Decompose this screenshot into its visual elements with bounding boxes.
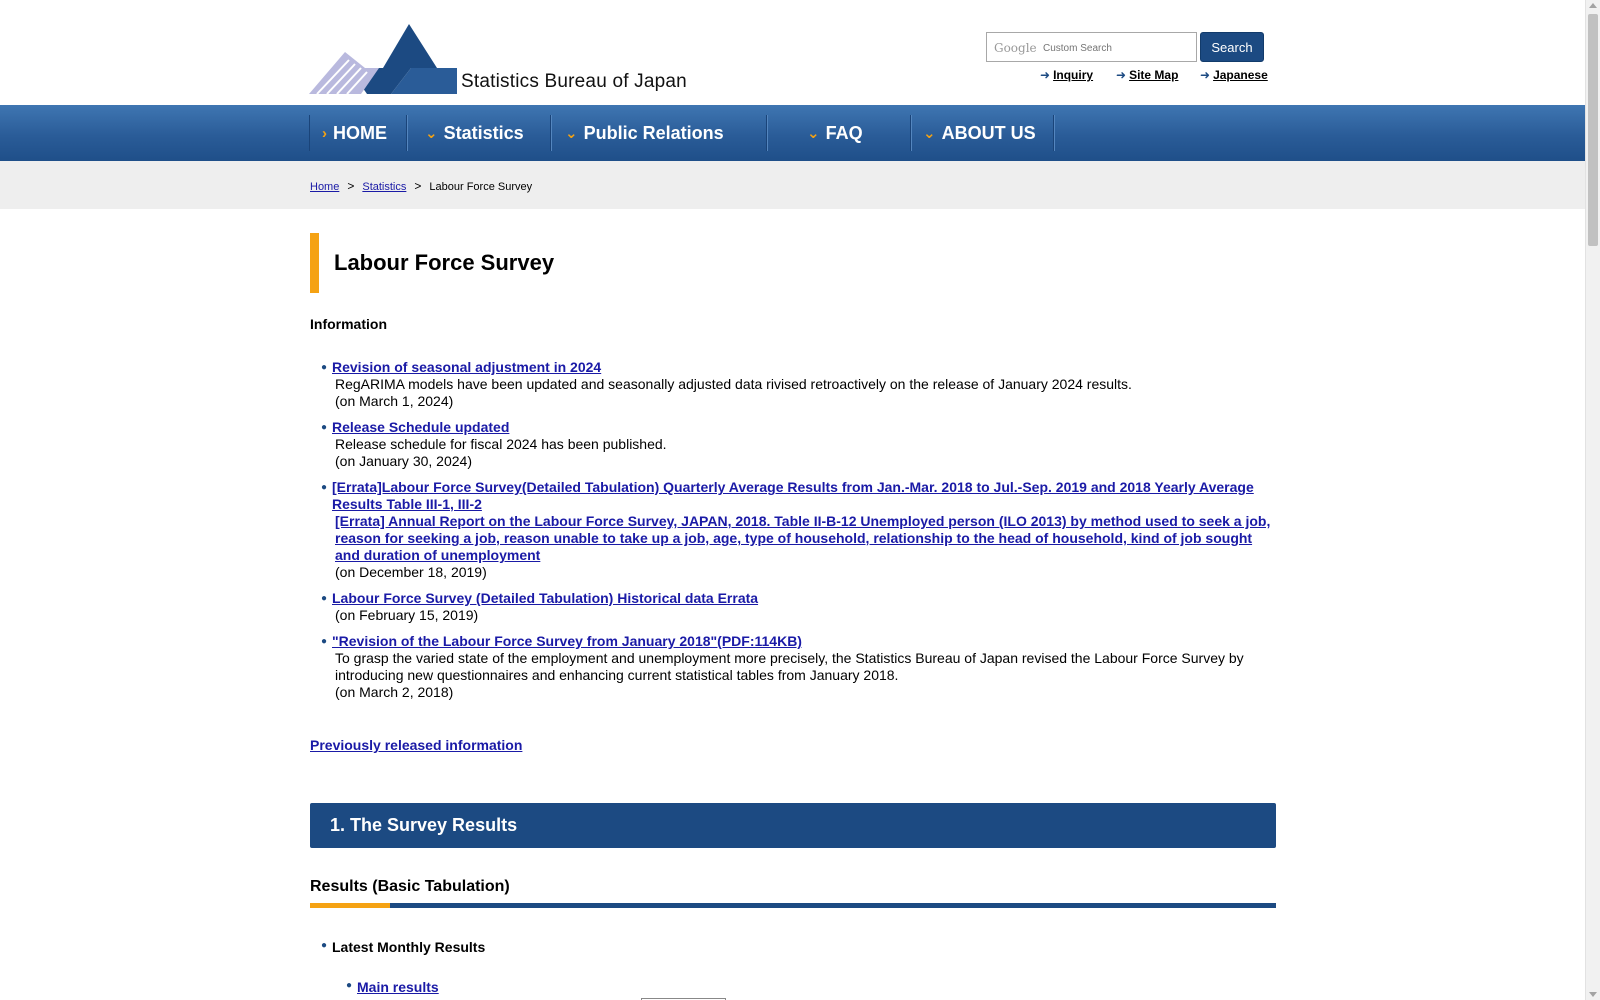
search-button[interactable]: Search bbox=[1200, 32, 1264, 62]
arrow-right-icon: ➜ bbox=[1200, 68, 1211, 82]
info-link-seasonal-adjustment[interactable]: Revision of seasonal adjustment in 2024 bbox=[332, 359, 602, 375]
latest-monthly-results: ● Latest Monthly Results bbox=[321, 939, 485, 955]
info-item bbox=[321, 590, 1271, 624]
info-desc: To grasp the varied state of the employment and unemployment more precisely, the Statistics Bureau of Japan revised the Labour Force Survey by introducing new questionnaires and enhancing current statistical tables from January 2018. bbox=[335, 650, 1244, 683]
info-link-errata-quarterly[interactable]: [Errata]Labour Force Survey(Detailed Tabulation) Quarterly Average Results from Jan.-Mar. 2018 to Jul.-Sep. 2019 and 2018 Yearly Average Results Table III-1, III-2 bbox=[332, 479, 1254, 512]
chevron-right-icon: › bbox=[322, 124, 327, 142]
info-list bbox=[321, 359, 1271, 710]
breadcrumb bbox=[310, 179, 532, 193]
nav-faq[interactable]: ⌄ FAQ bbox=[767, 115, 911, 151]
breadcrumb-home[interactable]: Home bbox=[310, 181, 340, 193]
arrow-right-icon: ➜ bbox=[1040, 68, 1051, 82]
site-map-link[interactable]: ➜ Site Map bbox=[1116, 68, 1179, 82]
breadcrumb-separator: > bbox=[347, 179, 355, 193]
info-date: (on December 18, 2019) bbox=[335, 564, 487, 580]
info-desc: Release schedule for fiscal 2024 has been published. bbox=[335, 436, 667, 452]
info-item bbox=[321, 359, 1271, 410]
site-logo[interactable] bbox=[309, 24, 709, 96]
utility-links bbox=[1040, 68, 1272, 84]
search-box[interactable] bbox=[986, 32, 1197, 62]
info-date: (on January 30, 2024) bbox=[335, 453, 472, 469]
info-link-release-schedule[interactable]: Release Schedule updated bbox=[332, 419, 510, 435]
nav-public-relations[interactable]: ⌄ Public Relations bbox=[551, 115, 767, 151]
subsection-rule-accent bbox=[310, 903, 390, 908]
chevron-down-icon: ⌄ bbox=[923, 125, 936, 142]
scroll-thumb[interactable] bbox=[1588, 14, 1598, 246]
breadcrumb-statistics[interactable]: Statistics bbox=[362, 181, 407, 193]
info-item bbox=[321, 633, 1271, 701]
info-item bbox=[321, 419, 1271, 470]
logo-mark-icon bbox=[309, 24, 459, 96]
info-link-historical-errata[interactable]: Labour Force Survey (Detailed Tabulation) Historical data Errata bbox=[332, 590, 759, 606]
subsection-heading: Results (Basic Tabulation) bbox=[310, 878, 510, 895]
inquiry-link[interactable]: ➜ Inquiry bbox=[1040, 68, 1094, 82]
info-date: (on February 15, 2019) bbox=[335, 607, 479, 623]
nav-statistics[interactable]: ⌄ Statistics bbox=[407, 115, 551, 151]
info-date: (on March 2, 2018) bbox=[335, 684, 454, 700]
breadcrumb-separator: > bbox=[414, 179, 422, 193]
previously-released-link[interactable]: Previously released information bbox=[310, 737, 523, 753]
chevron-down-icon: ⌄ bbox=[425, 125, 438, 142]
scroll-down-icon[interactable] bbox=[1589, 992, 1597, 997]
nav-home[interactable]: › HOME bbox=[309, 115, 407, 151]
chevron-down-icon: ⌄ bbox=[565, 125, 578, 142]
search-input[interactable] bbox=[1043, 38, 1193, 58]
site-name: Statistics Bureau of Japan bbox=[461, 71, 687, 92]
chevron-down-icon: ⌄ bbox=[807, 125, 820, 142]
breadcrumb-current: Labour Force Survey bbox=[429, 181, 533, 193]
info-desc: RegARIMA models have been updated and seasonally adjusted data rivised retroactively on the release of January 2024 results. bbox=[335, 376, 1132, 392]
nav-about-us[interactable]: ⌄ ABOUT US bbox=[911, 115, 1054, 151]
arrow-right-icon: ➜ bbox=[1116, 68, 1127, 82]
info-heading: Information bbox=[310, 316, 387, 332]
info-link-errata-annual[interactable]: [Errata] Annual Report on the Labour Force Survey, JAPAN, 2018. Table II-B-12 Unemployed person (ILO 2013) by method used to seek a job, reason for seeking a job, reason unable to take up a job, age, type of household, relationship to the head of household, kind of job sought and duration of unemployment bbox=[335, 513, 1271, 563]
vertical-scrollbar[interactable] bbox=[1585, 0, 1600, 1000]
main-results-item bbox=[346, 979, 439, 995]
info-item bbox=[321, 479, 1271, 581]
info-date: (on March 1, 2024) bbox=[335, 393, 454, 409]
site-header bbox=[0, 0, 1585, 105]
subsection-rule bbox=[310, 903, 1276, 908]
main-nav bbox=[0, 105, 1585, 161]
main-results-link[interactable]: Main results bbox=[357, 979, 439, 995]
scroll-up-icon[interactable] bbox=[1589, 3, 1597, 8]
japanese-link[interactable]: ➜ Japanese bbox=[1200, 68, 1268, 82]
page-title: Labour Force Survey bbox=[310, 233, 1276, 293]
google-brand: Google bbox=[994, 41, 1037, 55]
breadcrumb-bar bbox=[0, 161, 1585, 209]
info-link-revision-2018-pdf[interactable]: "Revision of the Labour Force Survey from January 2018"(PDF:114KB) bbox=[332, 633, 802, 649]
section-heading: 1. The Survey Results bbox=[310, 803, 1276, 848]
